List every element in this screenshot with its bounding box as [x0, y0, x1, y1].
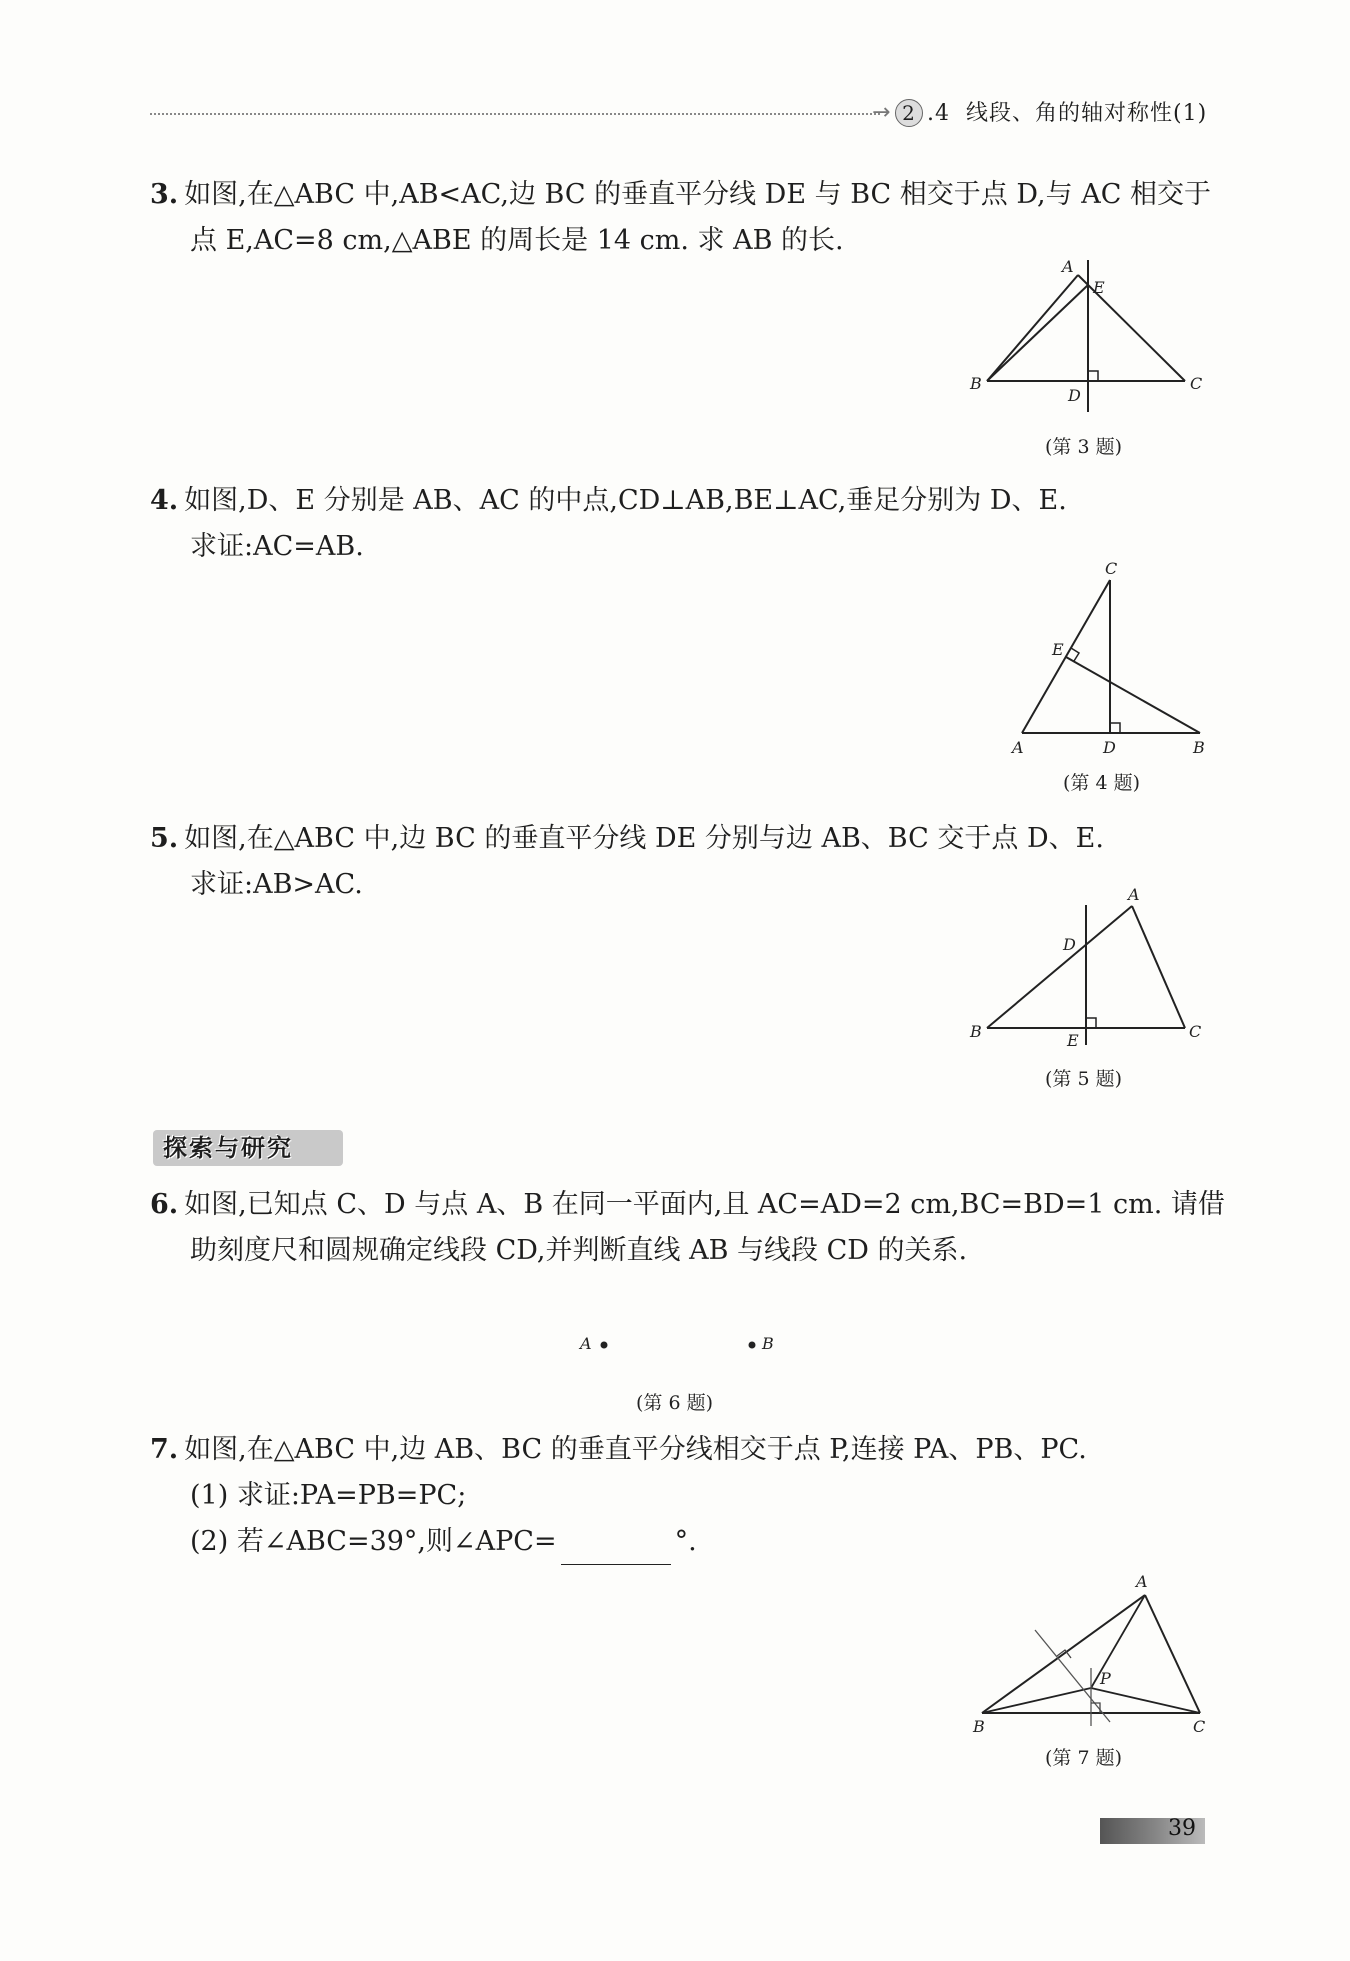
label-C: C [1190, 374, 1203, 393]
problem-number: 5. [150, 823, 179, 854]
problem-text: 点 E,AC=8 cm,△ABE 的周长是 14 cm. 求 AB 的长. [190, 225, 844, 256]
label-A: A [1128, 885, 1140, 904]
label-B: B [762, 1334, 774, 1353]
section-title: 线段、角的轴对称性(1) [966, 101, 1208, 126]
answer-blank[interactable] [561, 1538, 671, 1565]
label-B: B [1193, 738, 1205, 757]
figure-3-caption: (第 3 题) [1045, 436, 1122, 458]
page-number: 39 [1168, 1816, 1196, 1841]
label-A: A [1136, 1572, 1148, 1591]
figure-5-caption: (第 5 题) [1045, 1068, 1122, 1090]
problem-text: 如图,在△ABC 中,AB<AC,边 BC 的垂直平分线 DE 与 BC 相交于点 D,与 AC 相交于 [184, 179, 1211, 210]
sub-question-1: (1) 求证:PA=PB=PC; [190, 1480, 467, 1511]
figure-7-triangle [960, 1570, 1220, 1740]
label-B: B [970, 1022, 982, 1041]
problem-text: 求证:AB>AC. [190, 869, 363, 900]
label-E: E [1067, 1031, 1079, 1050]
section-number-badge: 2 [895, 99, 923, 127]
figure-6-caption: (第 6 题) [636, 1392, 713, 1414]
label-E: E [1052, 640, 1064, 659]
sub-question-2-text: (2) 若∠ABC=39°,则∠APC= [190, 1526, 557, 1557]
header-dotted-rule [150, 113, 880, 115]
problem-text: 如图,D、E 分别是 AB、AC 的中点,CD⊥AB,BE⊥AC,垂足分别为 D、E. [184, 485, 1067, 516]
sub-question-2 [150, 1519, 1087, 1565]
label-A: A [1062, 257, 1074, 276]
section-title-badge: 探索与研究 [153, 1130, 343, 1166]
problem-number: 4. [150, 485, 179, 516]
label-C: C [1193, 1717, 1206, 1736]
section-number-rest: .4 [927, 101, 950, 126]
problem-number: 6. [150, 1189, 179, 1220]
label-B: B [973, 1717, 985, 1736]
problem-6 [150, 1182, 1225, 1274]
label-P: P [1100, 1669, 1111, 1688]
problem-3 [150, 172, 1211, 264]
label-A: A [580, 1334, 592, 1353]
problem-text: 如图,在△ABC 中,边 BC 的垂直平分线 DE 分别与边 AB、BC 交于点 D、E. [184, 823, 1104, 854]
section-header [895, 96, 1207, 127]
label-C: C [1105, 559, 1118, 578]
sub-question-2-suffix: °. [674, 1526, 697, 1557]
figure-7-caption: (第 7 题) [1045, 1747, 1122, 1769]
label-D: D [1103, 738, 1116, 757]
figure-6-points [570, 1330, 790, 1360]
figure-4-caption: (第 4 题) [1063, 772, 1140, 794]
problem-number: 7. [150, 1434, 179, 1465]
label-D: D [1068, 386, 1081, 405]
problem-number: 3. [150, 179, 179, 210]
figure-3-triangle [960, 255, 1220, 425]
problem-text: 如图,已知点 C、D 与点 A、B 在同一平面内,且 AC=AD=2 cm,BC=BD=1 cm. 请借 [184, 1189, 1225, 1220]
figure-4-triangle [1000, 560, 1220, 760]
problem-text: 助刻度尺和圆规确定线段 CD,并判断直线 AB 与线段 CD 的关系. [190, 1235, 968, 1266]
point-A [601, 1342, 608, 1349]
label-B: B [970, 374, 982, 393]
point-B [749, 1342, 756, 1349]
label-D: D [1063, 935, 1076, 954]
problem-text: 如图,在△ABC 中,边 AB、BC 的垂直平分线相交于点 P,连接 PA、PB、PC. [184, 1434, 1087, 1465]
problem-7 [150, 1427, 1087, 1565]
label-C: C [1189, 1022, 1202, 1041]
problem-4 [150, 478, 1067, 570]
label-E: E [1093, 278, 1105, 297]
problem-text: 求证:AC=AB. [190, 531, 364, 562]
figure-5-triangle [960, 880, 1220, 1060]
label-A: A [1012, 738, 1024, 757]
arrow-icon: → [872, 100, 891, 125]
